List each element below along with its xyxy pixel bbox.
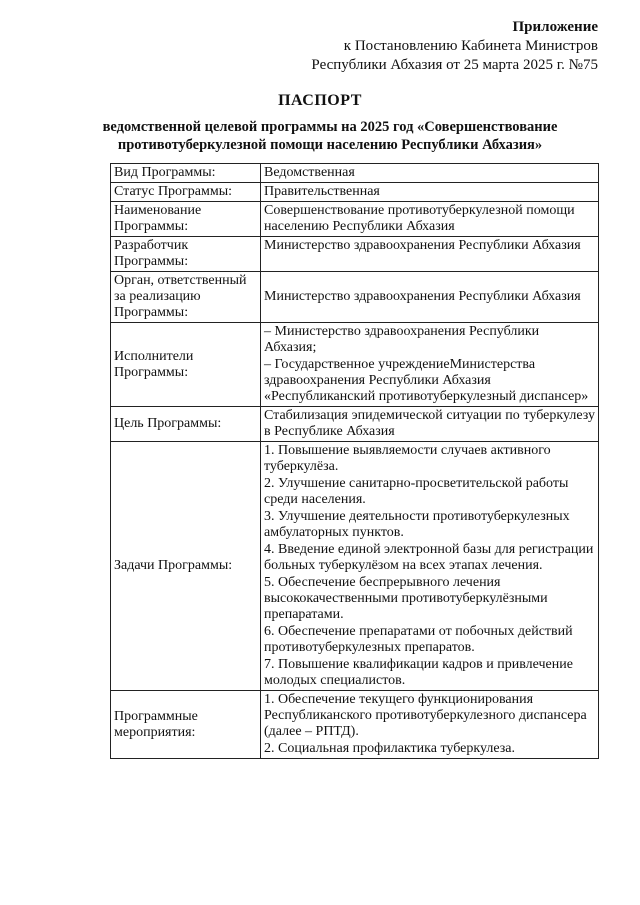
list-item: 1. Повышение выявляемости случаев активного туберкулёза. — [264, 443, 551, 474]
list-item: 1. Обеспечение текущего функционирования Республиканского противотуберкулезного диспансера (далее – РПТД). — [264, 692, 587, 739]
passport-table — [110, 163, 599, 759]
list-item: 2. Социальная профилактика туберкулеза. — [264, 741, 515, 756]
table-row — [111, 272, 599, 323]
list-item: 5. Обеспечение беспрерывного лечения высококачественными противотуберкулёзными препаратами. — [264, 575, 548, 622]
row-label: Цель Программы: — [111, 407, 261, 442]
row-label: Статус Программы: — [111, 183, 261, 202]
row-value: Ведомственная — [261, 164, 599, 183]
table-row — [111, 183, 599, 202]
row-label: Вид Программы: — [111, 164, 261, 183]
list-item: 3. Улучшение деятельности противотуберкулезных амбулаторных пунктов. — [264, 509, 570, 540]
table-row — [111, 442, 599, 691]
row-label: Разработчик Программы: — [111, 237, 261, 272]
row-value — [261, 442, 599, 691]
document-title: ПАСПОРТ — [278, 92, 362, 109]
document-subtitle — [60, 118, 600, 154]
row-label: Исполнители Программы: — [111, 323, 261, 407]
list-item: 6. Обеспечение препаратами от побочных действий противотуберкулезных препаратов. — [264, 624, 573, 655]
row-value: Стабилизация эпидемической ситуации по туберкулезу в Республике Абхазия — [261, 407, 599, 442]
table-row — [111, 237, 599, 272]
list-item: – Министерство здравоохранения Республики Абхазия; — [264, 324, 540, 355]
row-label: Орган, ответственный за реализацию Программы: — [111, 272, 261, 323]
table-row — [111, 323, 599, 407]
row-label: Наименование Программы: — [111, 202, 261, 237]
row-value: Правительственная — [261, 183, 599, 202]
appendix-line-2: Республики Абхазия от 25 марта 2025 г. №75 — [311, 57, 598, 73]
row-value: Министерство здравоохранения Республики Абхазия — [261, 237, 599, 272]
row-label: Задачи Программы: — [111, 442, 261, 691]
table-row — [111, 164, 599, 183]
row-label: Программные мероприятия: — [111, 691, 261, 759]
table-row — [111, 691, 599, 759]
row-value: Совершенствование противотуберкулезной помощи населению Республики Абхазия — [261, 202, 599, 237]
table-row — [111, 202, 599, 237]
row-value — [261, 691, 599, 759]
appendix-block — [311, 18, 598, 75]
list-item: 2. Улучшение санитарно-просветительской работы среди населения. — [264, 476, 569, 507]
subtitle-line-1: ведомственной целевой программы на 2025 год «Совершенствование — [102, 119, 558, 135]
list-item: 4. Введение единой электронной базы для регистрации больных туберкулёзом на всех этапах лечения. — [264, 542, 594, 573]
subtitle-line-2: противотуберкулезной помощи населению Республики Абхазия» — [117, 137, 543, 153]
appendix-heading: Приложение — [512, 19, 598, 35]
appendix-line-1: к Постановлению Кабинета Министров — [343, 38, 598, 54]
row-value — [261, 323, 599, 407]
list-item: – Государственное учреждениеМинистерства здравоохранения Республики Абхазия «Республиканский противотуберкулезный диспансер» — [264, 357, 589, 404]
list-item: 7. Повышение квалификации кадров и привлечение молодых специалистов. — [264, 657, 573, 688]
table-row — [111, 407, 599, 442]
row-value: Министерство здравоохранения Республики Абхазия — [261, 272, 599, 323]
